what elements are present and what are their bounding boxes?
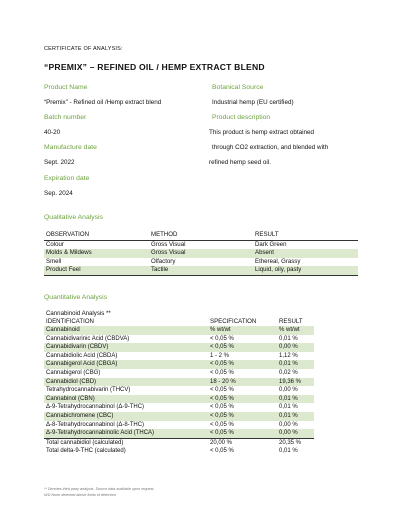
table-cell: 0,01 % — [279, 404, 298, 411]
column-header: OBSERVATION — [44, 231, 149, 240]
table-cell: Gross Visual — [151, 240, 186, 248]
batch-number-value: 40-20 — [44, 129, 61, 136]
table-cell: 1 - 2 % — [210, 352, 230, 359]
table-row — [44, 240, 358, 249]
table-row — [44, 352, 314, 361]
table-cell: Gross Visual — [149, 249, 253, 258]
table-cell: Cannabidiolic Acid (CBDA) — [46, 352, 118, 359]
quantitative-section-title: Quantitative Analysis — [44, 294, 108, 301]
column-header: METHOD — [149, 231, 253, 240]
table-row — [44, 395, 314, 404]
table-cell: 0,00 % — [279, 421, 298, 428]
table-cell: Olfactory — [151, 257, 176, 265]
expiration-date-label: Expiration date — [44, 175, 90, 182]
product-name-label: Product Name — [44, 84, 88, 91]
units-row — [44, 326, 314, 335]
table-row — [44, 386, 314, 395]
table-cell: < 0,05 % — [208, 395, 277, 404]
table-cell: 0,00 % — [277, 429, 314, 438]
table-cell: 1,12 % — [279, 352, 298, 359]
total-row — [44, 447, 314, 456]
botanical-source-label: Botanical Source — [212, 84, 264, 91]
qualitative-table — [44, 231, 358, 276]
table-cell: Absent — [253, 249, 358, 258]
table-cell: < 0,05 % — [208, 412, 277, 421]
product-description-line: through CO2 extraction, and blended with — [212, 144, 329, 151]
table-cell: Colour — [46, 240, 64, 248]
table-cell: < 0,05 % — [208, 360, 277, 369]
table-row — [44, 403, 314, 412]
table-cell: Ethereal, Grassy — [255, 257, 301, 265]
column-header: RESULT — [253, 231, 358, 240]
table-cell: < 0,05 % — [210, 448, 234, 455]
table-cell: Cannabigerol Acid (CBGA) — [44, 360, 208, 369]
table-row — [44, 412, 314, 421]
table-cell: Δ-8-Tetrahydrocannabinol (Δ-8-THC) — [46, 421, 145, 428]
table-cell: < 0,05 % — [208, 429, 277, 438]
table-cell: < 0,05 % — [210, 335, 234, 342]
table-cell: Δ-9-Tetrahydrocannabinol (Δ-9-THC) — [46, 404, 145, 411]
table-row — [44, 378, 314, 387]
table-row — [44, 343, 314, 352]
table-cell: 0,00 % — [277, 343, 314, 352]
certificate-label: CERTIFICATE OF ANALYSIS: — [44, 46, 123, 52]
table-cell: Molds & Mildews — [44, 249, 149, 258]
manufacture-date-value: Sept. 2022 — [44, 159, 75, 166]
column-header: SPECIFICATION — [210, 318, 257, 325]
table-cell: Tactile — [149, 266, 253, 275]
table-cell: Cannabinoid — [44, 326, 208, 335]
table-cell: Liquid, oily, pasty — [253, 266, 358, 275]
table-cell: 0,01 % — [277, 395, 314, 404]
table-row — [44, 335, 314, 344]
table-row — [44, 429, 314, 438]
product-description-line: This product is hemp extract obtained — [209, 129, 315, 136]
table-cell: Dark Green — [255, 240, 287, 248]
cannabinoid-analysis-caption: Cannabinoid Analysis ** — [46, 310, 111, 317]
table-cell: Total delta-9-THC (calculated) — [46, 448, 126, 455]
product-name-value: “Premix” - Refined oil /Hemp extract blend — [44, 99, 162, 106]
table-cell: Tetrahydrocannabivarin (THCV) — [46, 387, 131, 394]
table-cell: Cannabidivarin (CBDV) — [44, 343, 208, 352]
table-cell: Cannabichromene (CBC) — [44, 412, 208, 421]
batch-number-label: Batch number — [44, 114, 87, 121]
table-cell: % wt/wt — [208, 326, 277, 335]
expiration-date-value: Sep. 2024 — [44, 190, 73, 197]
table-cell: < 0,05 % — [210, 404, 234, 411]
qualitative-section-title: Qualitative Analysis — [44, 214, 103, 221]
table-cell: 0,01 % — [279, 448, 298, 455]
table-cell: Cannabinol (CBN) — [44, 395, 208, 404]
table-cell: 0,01 % — [279, 335, 298, 342]
table-cell: 0,01 % — [277, 360, 314, 369]
table-cell: Cannabidivarinic Acid (CBDVA) — [46, 335, 130, 342]
manufacture-date-label: Manufacture date — [44, 144, 97, 151]
table-row — [44, 249, 358, 258]
table-row — [44, 266, 358, 275]
document-title: “PREMIX” – REFINED OIL / HEMP EXTRACT BLEND — [44, 62, 265, 72]
table-cell: 0,02 % — [279, 369, 298, 376]
table-cell: < 0,05 % — [210, 387, 234, 394]
table-row — [44, 421, 314, 430]
product-description-line: refined hemp seed oil. — [209, 159, 271, 166]
table-cell: < 0,05 % — [210, 369, 234, 376]
column-header: IDENTIFICATION — [46, 318, 94, 325]
total-row — [44, 438, 314, 447]
footnote: N/D None detected above limits of detection — [44, 493, 116, 497]
table-cell: < 0,05 % — [210, 421, 234, 428]
table-cell: Δ-9-Tetrahydrocannabinolic Acid (THCA) — [44, 429, 208, 438]
table-cell: Cannabidiol (CBD) — [44, 378, 208, 387]
column-header: RESULT — [279, 318, 303, 325]
table-cell: < 0,05 % — [208, 343, 277, 352]
table-row — [44, 258, 358, 267]
table-cell: 18 - 20 % — [208, 378, 277, 387]
table-cell: Smell — [46, 257, 62, 265]
botanical-source-value: Industrial hemp (EU certified) — [212, 99, 294, 106]
table-row — [44, 369, 314, 378]
table-cell: % wt/wt — [277, 326, 314, 335]
table-cell: 0,00 % — [279, 387, 298, 394]
table-cell: Total cannabidiol (calculated) — [46, 439, 124, 446]
table-cell: 20,35 % — [279, 439, 302, 446]
product-description-label: Product description — [212, 114, 271, 121]
table-cell: Cannabigerol (CBG) — [46, 369, 101, 376]
table-cell: 0,01 % — [277, 412, 314, 421]
table-cell: 20,00 % — [210, 439, 233, 446]
footnote: ** Denotes third party analysis. Source data available upon request. — [44, 487, 155, 491]
qualitative-header-row — [44, 231, 358, 240]
cannabinoid-table — [44, 326, 314, 456]
table-row — [44, 360, 314, 369]
table-cell: Product Feel — [44, 266, 149, 275]
table-cell: 19,36 % — [277, 378, 314, 387]
